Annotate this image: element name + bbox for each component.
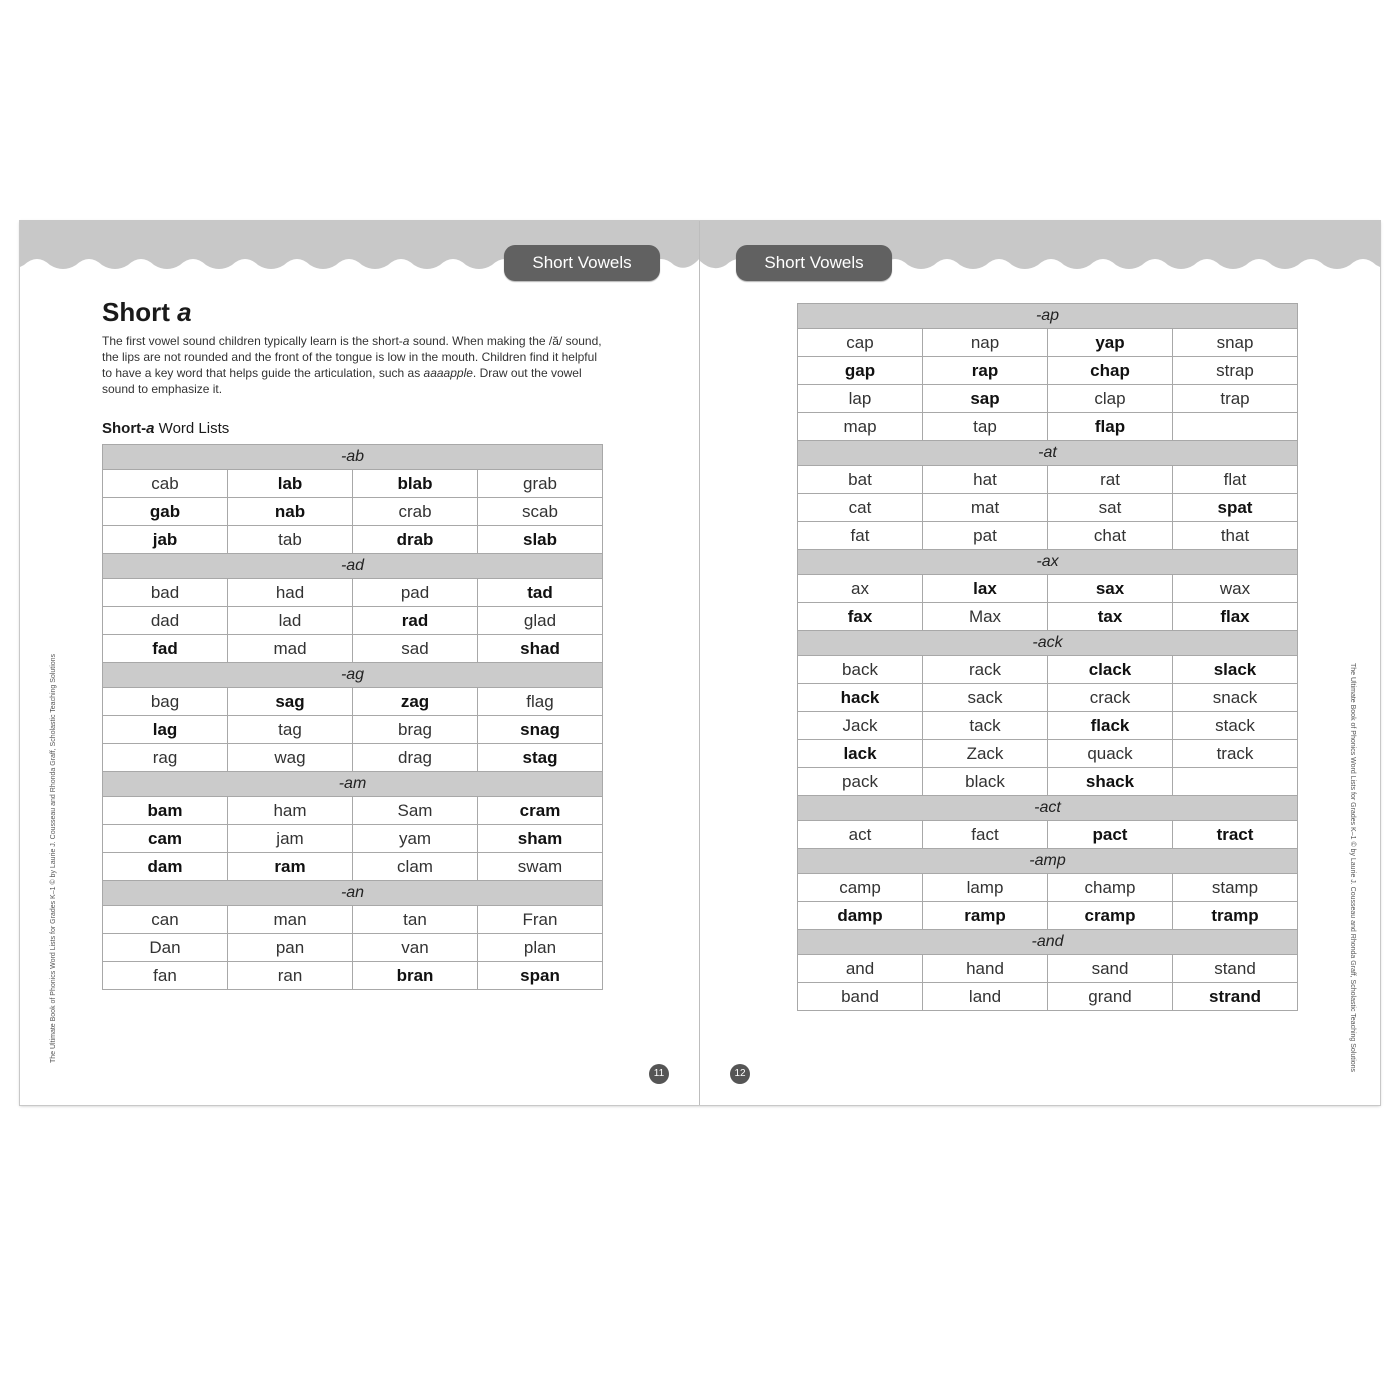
word-cell: Sam — [353, 797, 478, 825]
word-cell — [1173, 768, 1298, 796]
word-family-header: -ap — [798, 304, 1298, 329]
word-family-header: -and — [798, 930, 1298, 955]
left-word-table — [102, 444, 603, 990]
word-cell: clap — [1048, 385, 1173, 413]
word-cell: ax — [798, 575, 923, 603]
word-cell: damp — [798, 902, 923, 930]
word-cell: bad — [103, 579, 228, 607]
word-row — [798, 329, 1298, 357]
word-cell: rag — [103, 744, 228, 772]
word-cell: glad — [478, 607, 603, 635]
word-cell: stamp — [1173, 874, 1298, 902]
book-spread — [20, 221, 1380, 1105]
word-cell: cab — [103, 470, 228, 498]
word-cell: shack — [1048, 768, 1173, 796]
word-family-header-row — [798, 631, 1298, 656]
word-cell: cap — [798, 329, 923, 357]
word-row — [103, 825, 603, 853]
right-word-table — [797, 303, 1298, 1011]
word-cell: pad — [353, 579, 478, 607]
word-family-header-row — [103, 881, 603, 906]
word-cell: hat — [923, 466, 1048, 494]
section-tab: Short Vowels — [504, 245, 660, 281]
word-cell: lamp — [923, 874, 1048, 902]
word-family-header-row — [103, 772, 603, 797]
word-row — [103, 962, 603, 990]
word-cell: rad — [353, 607, 478, 635]
subhead-bold-text: Short- — [102, 420, 147, 437]
word-family-header: -ack — [798, 631, 1298, 656]
word-cell: zag — [353, 688, 478, 716]
word-row — [103, 716, 603, 744]
word-cell: span — [478, 962, 603, 990]
intro-text-1: The first vowel sound children typically learn is the short- — [102, 334, 403, 348]
word-cell: pack — [798, 768, 923, 796]
word-cell: Jack — [798, 712, 923, 740]
word-cell: wag — [228, 744, 353, 772]
word-lists-heading — [102, 420, 229, 437]
word-cell: rap — [923, 357, 1048, 385]
word-cell: flax — [1173, 603, 1298, 631]
word-cell: Max — [923, 603, 1048, 631]
word-row — [798, 712, 1298, 740]
word-row — [103, 526, 603, 554]
word-cell: snack — [1173, 684, 1298, 712]
word-cell: black — [923, 768, 1048, 796]
word-cell: lab — [228, 470, 353, 498]
word-cell: swam — [478, 853, 603, 881]
word-row — [798, 413, 1298, 441]
word-cell: bran — [353, 962, 478, 990]
word-cell: gab — [103, 498, 228, 526]
word-cell: sat — [1048, 494, 1173, 522]
word-cell: lack — [798, 740, 923, 768]
word-cell: pact — [1048, 821, 1173, 849]
intro-text-2: a — [402, 334, 410, 348]
word-cell: map — [798, 413, 923, 441]
word-cell: blab — [353, 470, 478, 498]
word-row — [798, 902, 1298, 930]
word-cell: cam — [103, 825, 228, 853]
word-cell: had — [228, 579, 353, 607]
word-family-header: -act — [798, 796, 1298, 821]
page-number: 12 — [730, 1064, 750, 1084]
word-row — [798, 740, 1298, 768]
word-cell: ramp — [923, 902, 1048, 930]
word-cell — [1173, 413, 1298, 441]
word-cell: tag — [228, 716, 353, 744]
word-cell: brag — [353, 716, 478, 744]
word-cell: hand — [923, 955, 1048, 983]
word-cell: chat — [1048, 522, 1173, 550]
word-cell: bag — [103, 688, 228, 716]
word-cell: tramp — [1173, 902, 1298, 930]
word-family-header-row — [798, 550, 1298, 575]
word-row — [103, 635, 603, 663]
word-cell: lag — [103, 716, 228, 744]
word-cell: drab — [353, 526, 478, 554]
word-cell: stag — [478, 744, 603, 772]
word-cell: dad — [103, 607, 228, 635]
word-cell: Fran — [478, 906, 603, 934]
word-cell: pan — [228, 934, 353, 962]
word-family-header: -ad — [103, 554, 603, 579]
word-cell: flat — [1173, 466, 1298, 494]
word-cell: slab — [478, 526, 603, 554]
word-cell: track — [1173, 740, 1298, 768]
word-family-header: -ab — [103, 445, 603, 470]
word-cell: snap — [1173, 329, 1298, 357]
word-cell: can — [103, 906, 228, 934]
page-number: 11 — [649, 1064, 669, 1084]
word-cell: tan — [353, 906, 478, 934]
word-row — [798, 821, 1298, 849]
subhead-bold-letter: a — [146, 420, 155, 437]
word-cell: gap — [798, 357, 923, 385]
word-cell: back — [798, 656, 923, 684]
word-family-header: -am — [103, 772, 603, 797]
word-cell: van — [353, 934, 478, 962]
word-family-header-row — [798, 930, 1298, 955]
word-cell: band — [798, 983, 923, 1011]
word-cell: sand — [1048, 955, 1173, 983]
word-cell: Dan — [103, 934, 228, 962]
word-family-header-row — [798, 441, 1298, 466]
word-row — [798, 357, 1298, 385]
word-family-header-row — [798, 304, 1298, 329]
word-cell: lax — [923, 575, 1048, 603]
right-page — [700, 221, 1380, 1105]
word-cell: sax — [1048, 575, 1173, 603]
word-row — [798, 955, 1298, 983]
word-cell: flack — [1048, 712, 1173, 740]
word-cell: clack — [1048, 656, 1173, 684]
page-title — [102, 297, 192, 328]
copyright-line: The Ultimate Book of Phonics Word Lists for Grades K–1 © by Laurie J. Cousseau and Rhonda Graff, Scholastic Teaching Solutions — [50, 653, 57, 1063]
word-cell: strand — [1173, 983, 1298, 1011]
title-main: Short — [102, 297, 178, 327]
word-row — [798, 522, 1298, 550]
left-page — [20, 221, 700, 1105]
word-cell: nab — [228, 498, 353, 526]
word-cell: tab — [228, 526, 353, 554]
intro-text-4: aaaapple — [423, 366, 473, 380]
word-family-header-row — [798, 796, 1298, 821]
word-cell: plan — [478, 934, 603, 962]
word-cell: ran — [228, 962, 353, 990]
word-row — [103, 934, 603, 962]
word-row — [103, 688, 603, 716]
word-cell: nap — [923, 329, 1048, 357]
word-cell: jam — [228, 825, 353, 853]
word-cell: dam — [103, 853, 228, 881]
word-family-header: -at — [798, 441, 1298, 466]
word-row — [103, 607, 603, 635]
word-family-header-row — [103, 445, 603, 470]
word-cell: ham — [228, 797, 353, 825]
word-cell: grab — [478, 470, 603, 498]
word-row — [103, 797, 603, 825]
word-cell: cramp — [1048, 902, 1173, 930]
word-row — [798, 494, 1298, 522]
word-cell: stack — [1173, 712, 1298, 740]
word-cell: stand — [1173, 955, 1298, 983]
intro-text-3: sound. When making the /ă/ sound, the lips are not rounded and the front of the tongue is low in the mouth. Children find it helpful to have a key word that helps guide the articulation, such as — [102, 334, 602, 380]
word-row — [798, 874, 1298, 902]
word-cell: fact — [923, 821, 1048, 849]
word-cell: wax — [1173, 575, 1298, 603]
word-family-header: -amp — [798, 849, 1298, 874]
word-cell: ram — [228, 853, 353, 881]
word-row — [798, 656, 1298, 684]
word-cell: tract — [1173, 821, 1298, 849]
word-cell: pat — [923, 522, 1048, 550]
word-cell: act — [798, 821, 923, 849]
copyright-line: The Ultimate Book of Phonics Word Lists for Grades K–1 © by Laurie J. Cousseau and Rhonda Graff, Scholastic Teaching Solutions — [1349, 663, 1356, 1073]
word-cell: mad — [228, 635, 353, 663]
word-cell: strap — [1173, 357, 1298, 385]
word-cell: that — [1173, 522, 1298, 550]
word-cell: scab — [478, 498, 603, 526]
word-cell: spat — [1173, 494, 1298, 522]
word-cell: champ — [1048, 874, 1173, 902]
word-cell: fat — [798, 522, 923, 550]
word-cell: crab — [353, 498, 478, 526]
word-row — [103, 853, 603, 881]
word-cell: yam — [353, 825, 478, 853]
word-cell: rack — [923, 656, 1048, 684]
word-cell: tack — [923, 712, 1048, 740]
word-cell: sag — [228, 688, 353, 716]
word-cell: tap — [923, 413, 1048, 441]
word-cell: shad — [478, 635, 603, 663]
word-row — [103, 470, 603, 498]
word-family-header-row — [798, 849, 1298, 874]
word-cell: snag — [478, 716, 603, 744]
word-row — [798, 603, 1298, 631]
word-cell: fan — [103, 962, 228, 990]
word-cell: tax — [1048, 603, 1173, 631]
word-family-header-row — [103, 554, 603, 579]
word-cell: quack — [1048, 740, 1173, 768]
word-cell: drag — [353, 744, 478, 772]
word-row — [798, 684, 1298, 712]
word-cell: mat — [923, 494, 1048, 522]
word-cell: hack — [798, 684, 923, 712]
word-cell: cat — [798, 494, 923, 522]
word-cell: sad — [353, 635, 478, 663]
word-family-header-row — [103, 663, 603, 688]
word-cell: tad — [478, 579, 603, 607]
word-cell: flag — [478, 688, 603, 716]
word-cell: clam — [353, 853, 478, 881]
word-row — [798, 768, 1298, 796]
word-cell: slack — [1173, 656, 1298, 684]
subhead-bold — [102, 420, 155, 437]
word-family-header: -an — [103, 881, 603, 906]
word-row — [103, 906, 603, 934]
word-cell: and — [798, 955, 923, 983]
word-cell: grand — [1048, 983, 1173, 1011]
word-family-header: -ag — [103, 663, 603, 688]
word-row — [798, 983, 1298, 1011]
word-cell: fad — [103, 635, 228, 663]
word-cell: jab — [103, 526, 228, 554]
intro-text-5: . Draw out the vowel sound to emphasize it. — [102, 366, 582, 396]
word-cell: man — [228, 906, 353, 934]
title-letter: a — [177, 297, 192, 327]
word-cell: Zack — [923, 740, 1048, 768]
word-cell: yap — [1048, 329, 1173, 357]
word-cell: fax — [798, 603, 923, 631]
word-row — [103, 579, 603, 607]
word-cell: lap — [798, 385, 923, 413]
word-row — [103, 744, 603, 772]
intro-paragraph — [102, 333, 602, 397]
word-row — [103, 498, 603, 526]
word-cell: bat — [798, 466, 923, 494]
word-cell: sham — [478, 825, 603, 853]
word-cell: trap — [1173, 385, 1298, 413]
word-cell: chap — [1048, 357, 1173, 385]
word-row — [798, 385, 1298, 413]
word-cell: cram — [478, 797, 603, 825]
word-cell: sack — [923, 684, 1048, 712]
word-cell: camp — [798, 874, 923, 902]
subhead-rest: Word Lists — [154, 420, 230, 437]
word-row — [798, 575, 1298, 603]
word-cell: sap — [923, 385, 1048, 413]
section-tab: Short Vowels — [736, 245, 892, 281]
word-cell: land — [923, 983, 1048, 1011]
word-cell: crack — [1048, 684, 1173, 712]
word-cell: bam — [103, 797, 228, 825]
word-cell: rat — [1048, 466, 1173, 494]
word-cell: lad — [228, 607, 353, 635]
word-row — [798, 466, 1298, 494]
word-cell: flap — [1048, 413, 1173, 441]
word-family-header: -ax — [798, 550, 1298, 575]
